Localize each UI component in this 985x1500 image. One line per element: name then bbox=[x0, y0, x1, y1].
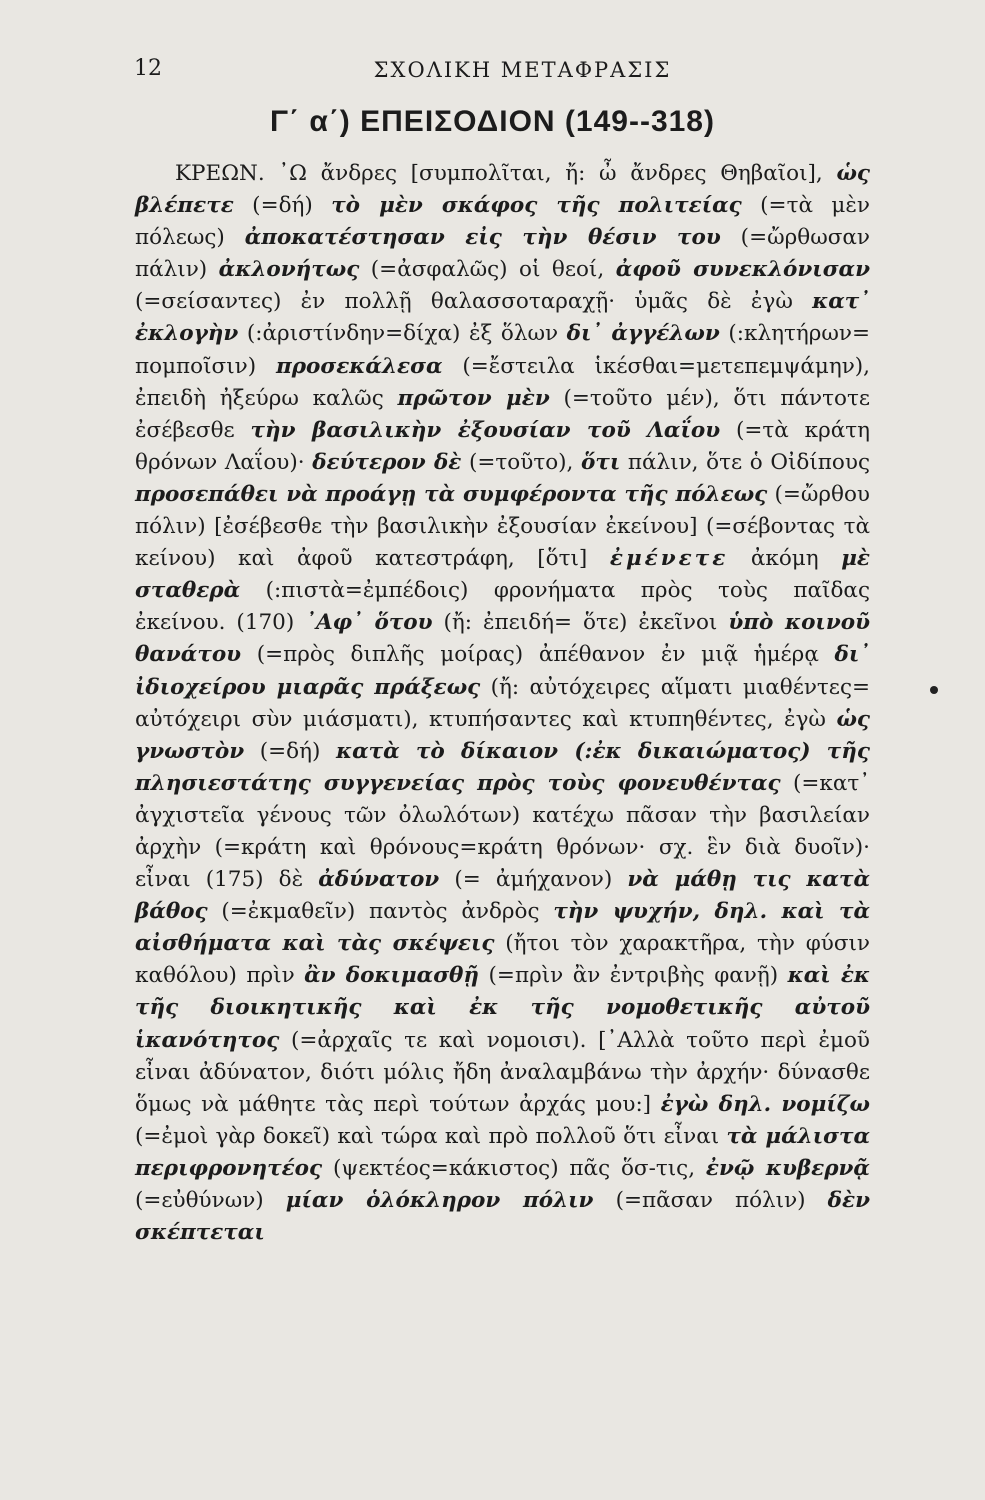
text-run: (=πρὸς διπλῆς μοίρας) ἀπέθανον ἐν μιᾷ ἡμέρᾳ bbox=[241, 642, 835, 668]
page-number: 12 bbox=[134, 56, 162, 81]
bold-phrase: ἐμένετε bbox=[609, 546, 729, 572]
bold-phrase: καὶ ἐκ τῆς διοικητικῆς καὶ ἐκ τῆς νομοθετικῆς αὐτοῦ ἱκανότητος bbox=[135, 963, 870, 1053]
text-run: (=τὰ κράτη θρόνων Λαΐου)· bbox=[135, 417, 871, 475]
text-run: πάλιν, ὅτε ὁ Οἰδίπους bbox=[620, 449, 870, 475]
section-title: Γ΄ α΄) ΕΠΕΙΣΟΔΙΟΝ (149--318) bbox=[270, 105, 715, 138]
text-run: (= ἀμήχανον) bbox=[439, 867, 628, 893]
text-run: (=ὤρθου πόλιν) [ἐσέβεσθε τὴν βασιλικὴν ἐξουσίαν ἐκείνου] (=σέβοντας τὰ κείνου) καὶ ἀφοῦ κατεστράφη, [ὅτι] bbox=[135, 481, 870, 572]
bold-phrase: προσεκάλεσα bbox=[276, 353, 443, 379]
running-title: ΣΧΟΛΙΚΗ ΜΕΤΑΦΡΑΣΙΣ bbox=[373, 58, 672, 82]
text-run: (=τοῦτο), bbox=[461, 449, 582, 475]
bold-phrase: τὸ μὲν σκάφος τῆς πολιτείας bbox=[331, 193, 742, 219]
text-run: (ἤ: αὐτόχειρες αἵματι μιαθέντες= αὐτόχειρι σὺν μιάσματι), κτυπήσαντες καὶ κτυπηθέντες, ἐγὼ bbox=[135, 674, 871, 732]
text-run: ἀκόμη bbox=[728, 546, 842, 572]
text-run: (:ἀριστίνδην=δίχα) ἐξ ὅλων bbox=[238, 321, 567, 347]
bold-phrase: μίαν ὁλόκληρον πόλιν bbox=[285, 1188, 594, 1213]
bold-phrase: ὅτι bbox=[581, 449, 621, 475]
text-run: (=τὰ μὲν πόλεως) bbox=[135, 193, 870, 251]
bold-phrase: ἐνῷ κυβερνᾷ bbox=[705, 1155, 870, 1181]
margin-dot bbox=[930, 686, 938, 694]
bold-phrase: ᾿Αφ᾽ ὅτου bbox=[305, 610, 433, 636]
bold-phrase: ἐγὼ δηλ. νομίζω bbox=[660, 1091, 870, 1117]
text-run: (=ἐκμαθεῖν) παντὸς ἀνδρὸς bbox=[207, 899, 554, 925]
text-run: (=ἀρχαῖς τε καὶ νομοισι). [᾿Αλλὰ τοῦτο περὶ ἐμοῦ εἶναι ἀδύνατον, διότι μόλις ἤδη ἀναλαμβάνω τὴν ἀρχήν· δύνασθε ὅμως νὰ μάθητε τὰς περὶ τούτων ἀρχάς μου:] bbox=[135, 1027, 870, 1117]
bold-phrase: ἀκλονήτως bbox=[218, 257, 360, 283]
bold-phrase: κατ᾽ ἐκλογὴν bbox=[135, 289, 870, 347]
bold-phrase: μὲ σταθερὰ bbox=[135, 546, 870, 604]
text-run: (=δή) bbox=[244, 738, 337, 764]
text-run: (ἤτοι τὸν χαρακτῆρα, τὴν φύσιν καθόλου) πρὶν bbox=[135, 931, 870, 989]
bold-phrase: ἀφοῦ συνεκλόνισαν bbox=[615, 257, 871, 283]
text-run: (=εὐθύνων) bbox=[135, 1188, 286, 1213]
text-run: ᾿Ω ἄνδρες [συμπολῖται, ἤ: ὦ ἄνδρες Θηβαῖοι], bbox=[264, 161, 837, 186]
text-run: (=κατ᾽ ἀγχιστεῖα γένους τῶν ὀλωλότων) κατέχω πᾶσαν τὴν βασιλείαν ἀρχὴν (=κράτη καὶ θρόνους=κράτη θρόνων· σχ. ἓν διὰ δυοῖν)· εἶναι (175) δὲ bbox=[135, 770, 870, 893]
text-run: (:κλητήρων= πομποῖσιν) bbox=[135, 321, 870, 379]
text-run: (=δή) bbox=[233, 193, 332, 219]
bold-phrase: κατὰ τὸ δίκαιον (:ἐκ δικαιώματος) τῆς πλησιεστάτης συγγενείας πρὸς τοὺς φονευθέντας bbox=[135, 738, 870, 796]
text-run: (=πρὶν ἂν ἐντριβὴς φανῇ) bbox=[479, 963, 788, 989]
bold-phrase: δεύτερον δὲ bbox=[312, 449, 462, 475]
text-run: (ψεκτέος=κάκιστος) πᾶς ὅσ-τις, bbox=[322, 1155, 706, 1181]
bold-phrase: ἀποκατέστησαν εἰς τὴν θέσιν του bbox=[244, 225, 721, 251]
body-text bbox=[135, 158, 870, 1249]
text-run: (=ἐμοὶ γὰρ δοκεῖ) καὶ τώρα καὶ πρὸ πολλοῦ ὅτι εἶναι bbox=[135, 1123, 727, 1149]
speaker-name: ΚΡΕΩΝ. bbox=[175, 161, 265, 186]
text-run: (=ἀσφαλῶς) οἱ θεοί, bbox=[359, 257, 616, 283]
text-run: (=τοῦτο μέν), ὅτι πάντοτε ἐσέβεσθε bbox=[135, 385, 870, 443]
bold-phrase: δι᾽ ἀγγέλων bbox=[566, 321, 720, 347]
bold-phrase: ὡς βλέπετε bbox=[135, 161, 870, 219]
bold-phrase: προσεπάθει νὰ προάγῃ τὰ συμφέροντα τῆς πόλεως bbox=[135, 481, 768, 507]
paragraph bbox=[135, 158, 870, 1249]
bold-phrase: ὑπὸ κοινοῦ θανάτου bbox=[135, 610, 870, 668]
bold-phrase: ὡς γνωστὸν bbox=[135, 706, 870, 764]
bold-phrase: ἂν δοκιμασθῇ bbox=[304, 963, 480, 989]
bold-phrase: νὰ μάθῃ τις κατὰ βάθος bbox=[135, 867, 870, 925]
bold-phrase: τὴν βασιλικὴν ἐξουσίαν τοῦ Λαΐου bbox=[250, 417, 721, 443]
bold-phrase: τὰ μάλιστα περιφρονητέος bbox=[135, 1123, 870, 1181]
bold-phrase: πρῶτον μὲν bbox=[397, 385, 550, 411]
text-run: (=ἔστειλα ἱκέσθαι=μετεπεμψάμην), ἐπειδὴ ἠξεύρω καλῶς bbox=[135, 353, 870, 411]
bold-phrase: δὲν σκέπτεται bbox=[135, 1188, 870, 1246]
text-run: (=πᾶσαν πόλιν) bbox=[593, 1188, 828, 1213]
text-run: (=σείσαντες) ἐν πολλῇ θαλασσοταραχῇ· ὑμᾶς δὲ ἐγὼ bbox=[135, 289, 813, 315]
text-run: (:πιστὰ=ἐμπέδοις) φρονήματα πρὸς τοὺς παῖδας ἐκείνου. (170) bbox=[135, 578, 870, 636]
text-run: (ἤ: ἐπειδή= ὅτε) ἐκεῖνοι bbox=[432, 610, 729, 636]
bold-phrase: τὴν ψυχήν, δηλ. καὶ τὰ αἰσθήματα καὶ τὰς σκέψεις bbox=[135, 899, 870, 957]
bold-phrase: ἀδύνατον bbox=[318, 867, 440, 893]
bold-phrase: δι᾽ ἰδιοχείρου μιαρᾶς πράξεως bbox=[135, 642, 870, 700]
text-run: (=ὤρθωσαν πάλιν) bbox=[135, 225, 870, 283]
